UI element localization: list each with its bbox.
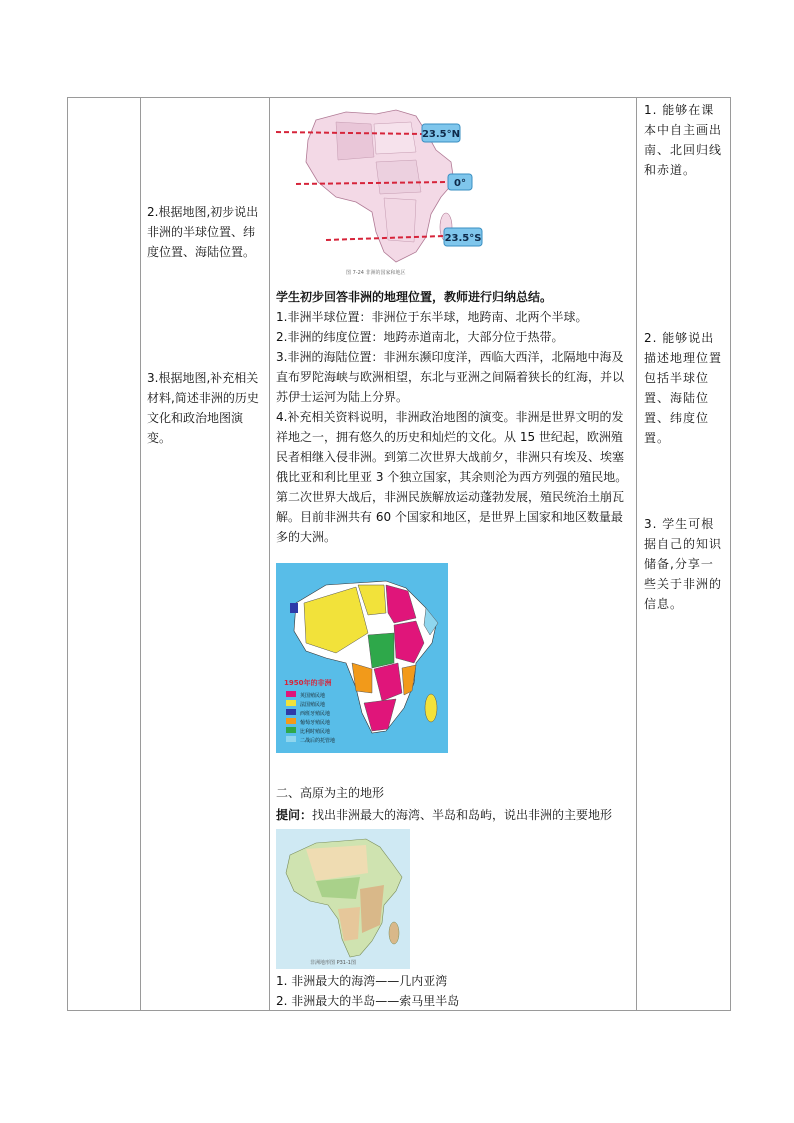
legend-british: 英国殖民地 [300,693,326,699]
column-content [270,98,637,1010]
point-history: 4.补充相关资料说明，非洲政治地图的演变。非洲是世界文明的发祥地之一，拥有悠久的历史和灿烂的文化。从 15 世纪起，欧洲殖民者相继入侵非洲。到第二次世界大战前夕，非洲只有埃及、埃塞俄比亚和利比里亚 3 个独立国家，其余则沦为西方列强的殖民地。第二次世界大战后，非洲民族解放运动蓬勃发展，殖民统治土崩瓦解。目前非洲共有 60 个国家和地区，是世界上国家和地区数量最多的大洲。 [276,410,628,544]
belgian-region [368,633,394,668]
map3-caption: 非洲地形图 P31-1图 [310,960,356,966]
legend-french: 法国殖民地 [300,702,326,708]
legend-spanish: 西班牙殖民地 [300,711,331,717]
objective-item-2: 2.根据地图,初步说出非洲的半球位置、纬度位置、海陆位置。 [147,205,259,259]
question-label: 提问： [276,808,313,822]
goal-3: 3. 学生可根据自己的知识储备,分享一些关于非洲的信息。 [644,517,723,611]
point-sea-land: 3.非洲的海陆位置：非洲东濒印度洋，西临大西洋，北隔地中海及直布罗陀海峡与欧洲相望，东北与亚洲之间隔着狭长的红海，并以苏伊士运河为陆上分界。 [276,350,625,404]
map1-caption: 图 7-24 非洲的国家和地区 [346,270,406,276]
legend-trust: 二战后的托管地 [300,738,336,744]
list-item-gulf: 1. 非洲最大的海湾——几内亚湾 [276,974,448,988]
objective-item-3: 3.根据地图,补充相关材料,简述非洲的历史文化和政治地图演变。 [147,371,259,445]
point-hemisphere: 1.非洲半球位置：非洲位于东半球，地跨南、北两个半球。 [276,310,588,324]
column-goals [637,98,731,1010]
goal-2: 2. 能够说出描述地理位置包括半球位置、海陆位置、纬度位置。 [644,331,723,445]
africa-latitude-map-svg [276,102,486,282]
africa-terrain-map-svg [276,829,410,969]
label-23-5-n: 23.5°N [421,129,461,140]
africa-terrain-map [276,829,410,969]
map2-title: 1950年的非洲 [284,679,332,687]
africa-1950-map [276,563,448,753]
intro-text: 学生初步回答非洲的地理位置，教师进行归纳总结。 [276,290,553,304]
goal-1: 1. 能够在课本中自主画出南、北回归线和赤道。 [644,103,723,177]
legend-portuguese: 葡萄牙殖民地 [300,720,331,726]
point-latitude: 2.非洲的纬度位置：地跨赤道南北，大部分位于热带。 [276,330,564,344]
column-stage [68,98,141,1010]
legend-belgian: 比利时殖民地 [300,729,331,735]
label-23-5-s: 23.5°S [444,233,482,244]
question-text: 找出非洲最大的海湾、半岛和岛屿，说出非洲的主要地形 [312,808,613,822]
lesson-table [67,97,731,1011]
madagascar [425,694,437,722]
section-heading-terrain: 二、高原为主的地形 [276,786,385,800]
label-equator: 0° [454,178,466,189]
africa-1950-map-svg [276,563,448,753]
column-objectives [141,98,270,1010]
africa-latitude-map [276,102,486,282]
list-item-peninsula: 2. 非洲最大的半岛——索马里半岛 [276,994,460,1008]
